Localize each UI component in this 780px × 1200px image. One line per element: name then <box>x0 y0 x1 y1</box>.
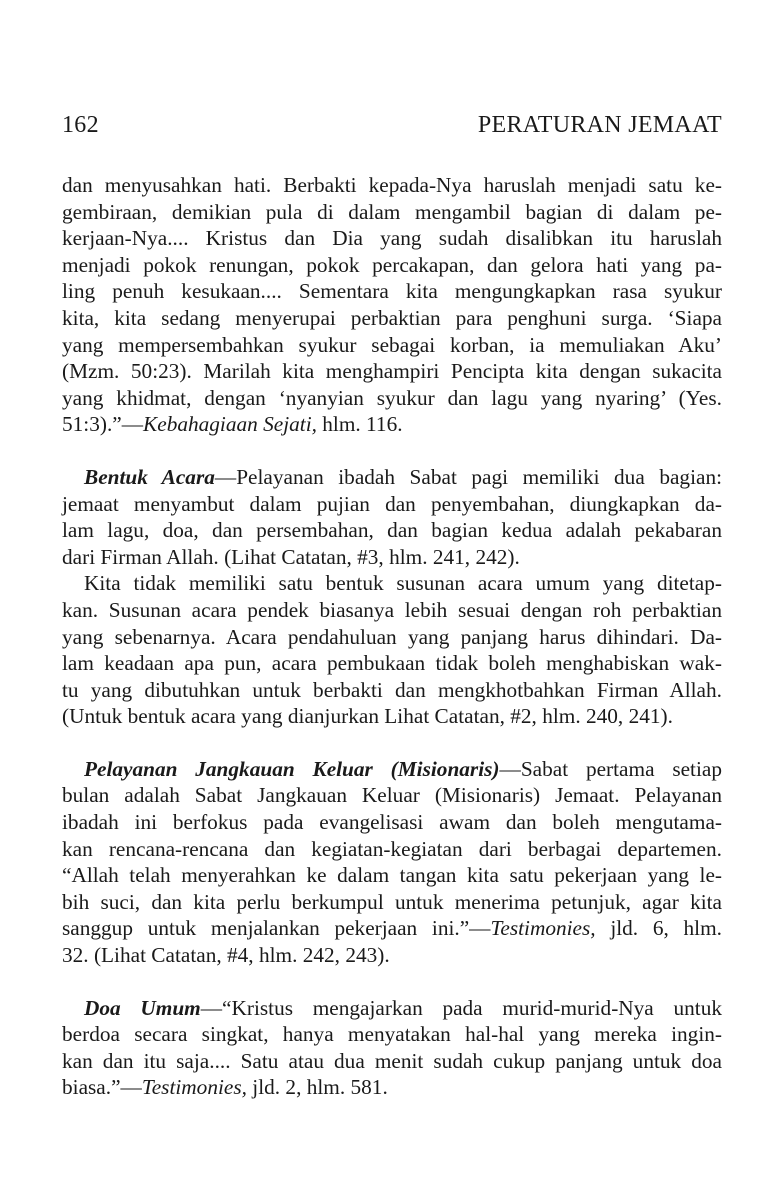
text-line: berdoa secara singkat, hanya menyatakan hal-hal yang mereka ingin- <box>62 1022 722 1047</box>
text-line: Kita tidak memiliki satu bentuk susunan acara umum yang ditetap- <box>84 571 722 596</box>
text-line: 32. (Lihat Catatan, #4, hlm. 242, 243). <box>62 943 390 968</box>
text-line: kita, kita sedang menyerupai perbaktian para penghuni surga. ‘Siapa <box>62 305 722 330</box>
text-line: kan dan itu saja.... Satu atau dua menit sudah cukup panjang untuk doa <box>62 1048 722 1073</box>
text-line: (Mzm. 50:23). Marilah kita menghampiri Pencipta kita dengan sukacita <box>62 359 722 384</box>
text-line: “Allah telah menyerahkan ke dalam tangan kita satu pekerjaan yang le- <box>62 863 722 888</box>
text-line: tu yang dibutuhkan untuk berbakti dan mengkhotbahkan Firman Allah. <box>62 677 722 702</box>
body-text <box>62 172 722 1101</box>
source-citation: Testimonies, <box>490 916 596 941</box>
section-heading-doa-umum: Doa Umum <box>84 995 201 1020</box>
text-line: bih suci, dan kita perlu berkumpul untuk menerima petunjuk, agar kita <box>62 889 722 914</box>
text-segment: jld. 2, hlm. 581. <box>246 1075 388 1100</box>
text-segment: sanggup untuk menjalankan pekerjaan ini.”— <box>62 916 491 941</box>
paragraph-bentuk-acara <box>62 464 722 570</box>
text-segment: —Pelayanan ibadah Sabat pagi memiliki dua bagian: <box>214 464 723 489</box>
text-line: lam lagu, doa, dan persembahan, dan bagian kedua adalah pekabaran <box>62 518 722 543</box>
running-title: PERATURAN JEMAAT <box>477 112 722 138</box>
text-line <box>62 1074 722 1101</box>
text-line: menjadi pokok renungan, pokok percakapan, dan gelora hati yang pa- <box>62 252 722 277</box>
text-line: gembiraan, demikian pula di dalam mengambil bagian di dalam pe- <box>62 199 722 224</box>
text-line: ibadah ini berfokus pada evangelisasi awam dan boleh mengutama- <box>62 810 722 835</box>
text-line: yang khidmat, dengan ‘nyanyian syukur dan lagu yang nyaring’ (Yes. <box>62 385 722 410</box>
text-line: kan rencana-rencana dan kegiatan-kegiatan dari berbagai departemen. <box>62 836 722 861</box>
text-line <box>62 756 722 783</box>
text-segment: 51:3).”— <box>62 412 144 437</box>
text-line: dari Firman Allah. (Lihat Catatan, #3, hlm. 241, 242). <box>62 544 520 569</box>
text-line: bulan adalah Sabat Jangkauan Keluar (Misionaris) Jemaat. Pelayanan <box>62 783 722 808</box>
text-line: yang sebenarnya. Acara pendahuluan yang panjang harus dihindari. Da- <box>62 624 722 649</box>
text-segment: —Sabat pertama setiap <box>499 756 722 781</box>
running-header <box>62 112 722 139</box>
page-number: 162 <box>62 112 99 138</box>
section-heading-jangkauan-keluar: Pelayanan Jangkauan Keluar (Misionaris) <box>84 756 500 781</box>
text-line: jemaat menyambut dalam pujian dan penyembahan, diungkapkan da- <box>62 491 722 516</box>
text-segment: —“Kristus mengajarkan pada murid-murid-Nya untuk <box>200 995 722 1020</box>
text-segment: biasa.”— <box>62 1075 142 1100</box>
section-heading-bentuk-acara: Bentuk Acara <box>84 464 215 489</box>
text-line <box>62 411 722 438</box>
source-citation: Kebahagiaan Sejati, <box>143 412 317 437</box>
paragraph-doa-umum <box>62 995 722 1101</box>
text-line: ling penuh kesukaan.... Sementara kita mengungkapkan rasa syukur <box>62 279 722 304</box>
text-line: kerjaan-Nya.... Kristus dan Dia yang sudah disalibkan itu haruslah <box>62 226 722 251</box>
text-line: (Untuk bentuk acara yang dianjurkan Lihat Catatan, #2, hlm. 240, 241). <box>62 704 673 729</box>
text-line <box>62 915 722 942</box>
text-line: dan menyusahkan hati. Berbakti kepada-Nya haruslah menjadi satu ke- <box>62 173 722 197</box>
text-line: kan. Susunan acara pendek biasanya lebih sesuai dengan roh perbaktian <box>62 597 722 622</box>
paragraph-jangkauan-keluar <box>62 756 722 969</box>
paragraph-quote-continuation <box>62 172 722 438</box>
text-line: lam keadaan apa pun, acara pembukaan tidak boleh menghabiskan wak- <box>62 651 722 676</box>
text-line <box>62 995 722 1022</box>
text-line: yang mempersembahkan syukur sebagai korban, ia memuliakan Aku’ <box>62 332 722 357</box>
source-citation: Testimonies, <box>141 1075 247 1100</box>
text-segment: hlm. 116. <box>316 412 403 437</box>
text-segment: jld. 6, hlm. <box>595 916 722 941</box>
paragraph-susunan-acara <box>62 570 722 730</box>
text-line <box>62 464 722 491</box>
